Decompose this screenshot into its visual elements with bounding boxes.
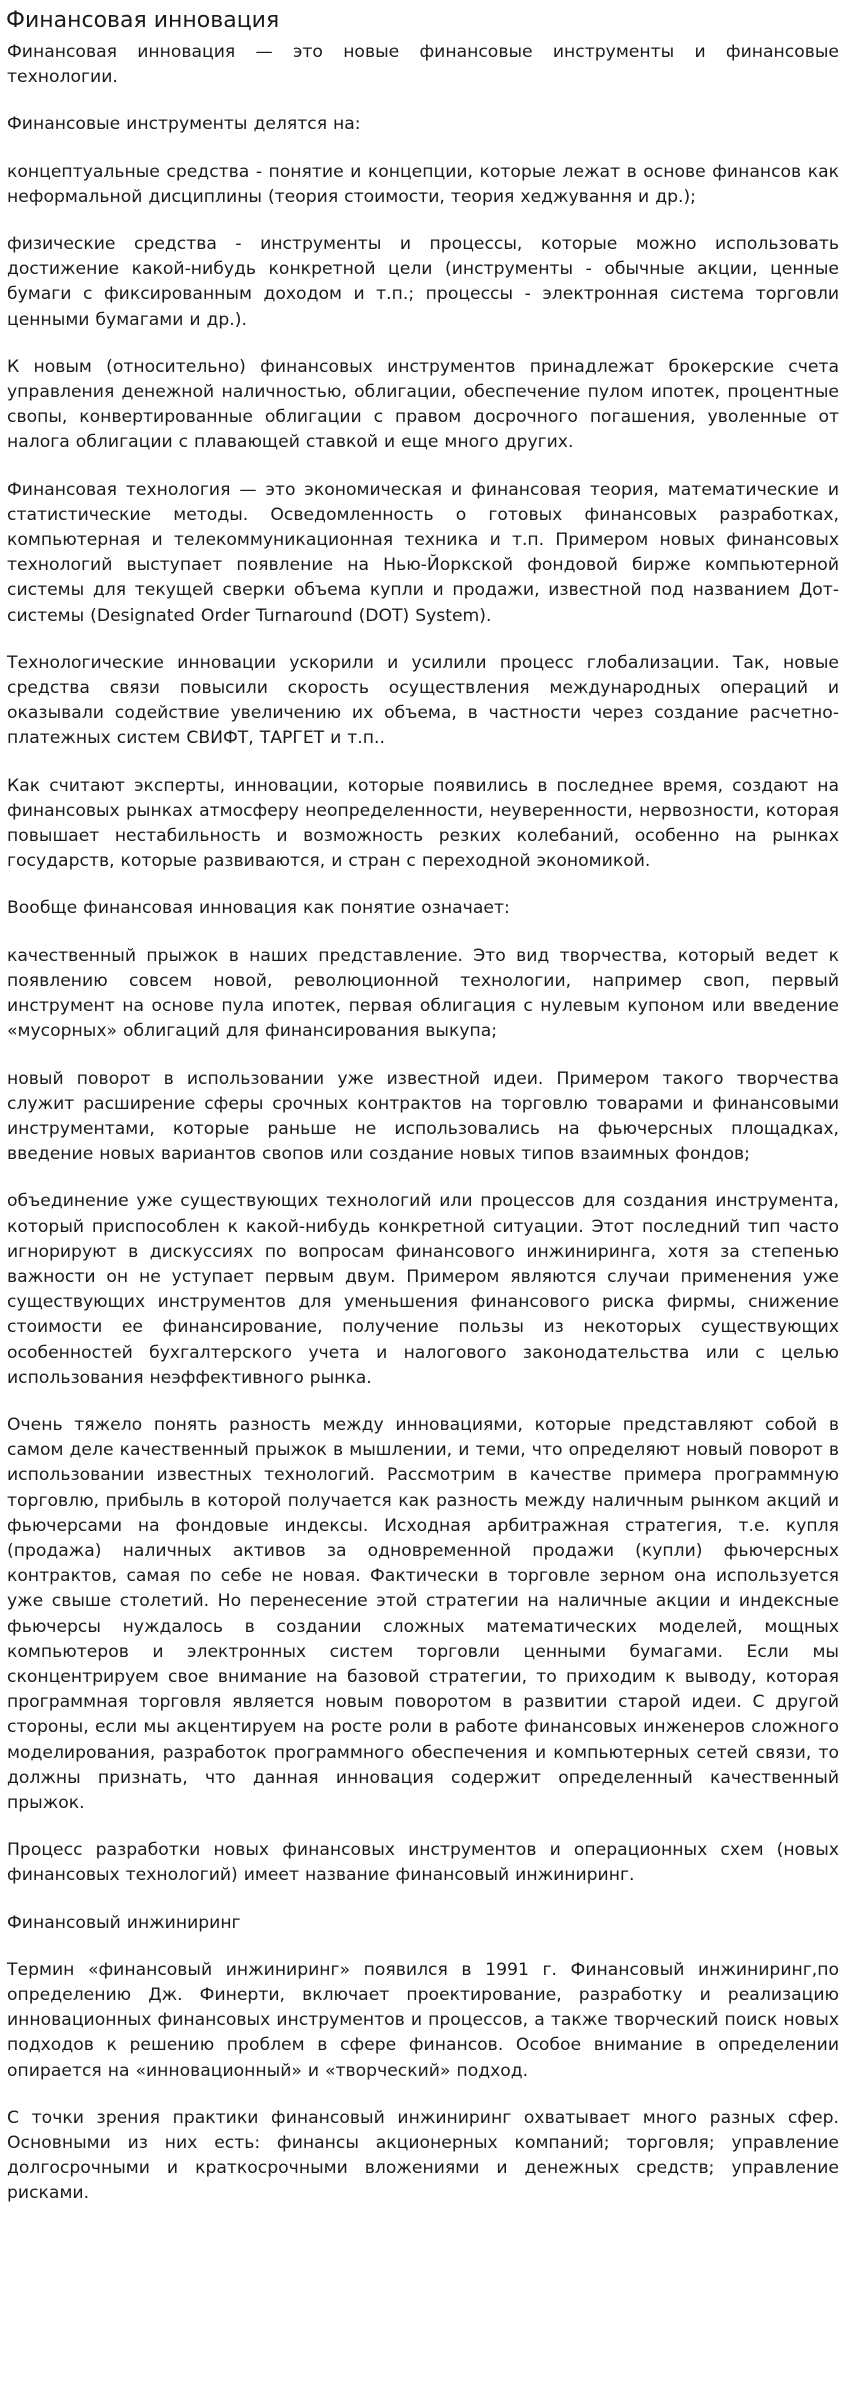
paragraph-globalization: Технологические инновации ускорили и усилили процесс глобализации. Так, новые средства связи повысили скорость осуществления международных операций и оказывали содействие увеличению их объема, в частности через создание расчетно-платежных систем СВИФТ, ТАРГЕТ и т.п..: [7, 652, 839, 749]
paragraph-definition: Финансовая инновация — это новые финансовые инструменты и финансовые технологии.: [7, 42, 839, 88]
paragraph-physical-tools: физические средства - инструменты и процессы, которые можно использовать достижение какой-нибудь конкретной цели (инструменты - обычные акции, ценные бумаги с фиксированным доходом и т.п.; процессы - электронная система торговли ценными бумагами и др.).: [7, 234, 839, 330]
paragraph-qualitative-leap: качественный прыжок в наших представление. Это вид творчества, который ведет к появлению совсем новой, революционной технологии, например своп, первый инструмент на основе пула ипотек, первая облигация с нулевым купоном или введение «мусорных» облигаций для финансирования выкупа;: [7, 945, 839, 1042]
section-heading-financial-engineering: Финансовый инжиниринг: [7, 1912, 241, 1933]
paragraph-new-instruments: К новым (относительно) финансовых инструментов принадлежат брокерские счета управления денежной наличностью, облигации, обеспечение пулом ипотек, процентные свопы, конвертированные облигации с правом досрочного погашения, уволенные от налога облигации с плавающей ставкой и еще много других.: [7, 356, 839, 453]
paragraph-expert-opinion: Как считают эксперты, инновации, которые появились в последнее время, создают на финансовых рынках атмосферу неопределенности, неуверенности, нервозности, которая повышает нестабильность и возможность резких колебаний, особенно на рынках государств, которые развиваются, и стран с переходной экономикой.: [7, 775, 839, 872]
paragraph-term-origin: Термин «финансовый инжиниринг» появился в 1991 г. Финансовый инжиниринг,по определению Дж. Финерти, включает проектирование, разработку и реализацию инновационных финансовых инструментов и процессов, а также творческий поиск новых подходов к решению проблем в сфере финансов. Особое внимание в определении опирается на «инновационный» и «творческий» подход.: [7, 1959, 839, 2081]
document-title: Финансовая инновация: [6, 8, 280, 33]
paragraph-program-trading: Очень тяжело понять разность между инновациями, которые представляют собой в самом деле качественный прыжок в мышлении, и теми, что определяют новый поворот в использовании известных технологий. Рассмотрим в качестве примера программную торговлю, прибыль в которой получается как разность между наличным рынком акций и фьючерсами на фондовые индексы. Исходная арбитражная стратегия, т.е. купля (продажа) наличных активов за одновременной продажи (купли) фьючерсных контрактов, самая по себе не новая. Фактически в торговле зерном она используется уже свыше столетий. Но перенесение этой стратегии на наличные акции и индексные фьючерсы нуждалось в создании сложных математических моделей, мощных компьютеров и электронных систем торговли ценными бумагами. Если мы сконцентрируем свое внимание на базовой стратегии, то приходим к выводу, которая программная торговля является новым поворотом в развитии старой идеи. С другой стороны, если мы акцентируем на росте роли в работе финансовых инженеров сложного моделирования, разработок программного обеспечения и компьютерных сетей связи, то должны признать, что данная инновация содержит определенный качественный прыжок.: [7, 1414, 839, 1813]
paragraph-new-turn: новый поворот в использовании уже известной идеи. Примером такого творчества служит расширение сферы срочных контрактов на торговлю товарами и финансовыми инструментами, которые раньше не использовались на фьючерсных площадках, введение новых вариантов свопов или создание новых типов взаимных фондов;: [7, 1068, 839, 1165]
paragraph-engineering-process: Процесс разработки новых финансовых инструментов и операционных схем (новых финансовых технологий) имеет название финансовый инжиниринг.: [7, 1840, 839, 1886]
paragraph-innovation-meaning-intro: Вообще финансовая инновация как понятие означает:: [7, 898, 510, 919]
paragraph-conceptual-tools: концептуальные средства - понятие и концепции, которые лежат в основе финансов как неформальной дисциплины (теория стоимости, теория хеджування и др.);: [7, 161, 839, 207]
paragraph-financial-technology: Финансовая технология — это экономическая и финансовая теория, математические и статистические методы. Осведомленность о готовых финансовых разработках, компьютерная и телекоммуникационная техника и т.п. Примером новых финансовых технологий выступает появление на Нью-Йоркской фондовой бирже компьютерной системы для текущей сверки объема купли и продажи, известной под названием Дот-системы (Designated Order Turnaround (DOT) System).: [7, 479, 839, 626]
paragraph-combination: объединение уже существующих технологий или процессов для создания инструмента, который приспособлен к какой-нибудь конкретной ситуации. Этот последний тип часто игнорируют в дискуссиях по вопросам финансового инжиниринга, хотя за степенью важности он не уступает первым двум. Примером являются случаи применения уже существующих инструментов для уменьшения финансового риска фирмы, снижение стоимости ее финансирование, получение пользы из некоторых существующих особенностей бухгалтерского учета и налогового законодательства или с целью использования неэффективного рынка.: [7, 1191, 839, 1388]
paragraph-practice-spheres: С точки зрения практики финансовый инжиниринг охватывает много разных сфер. Основными из них есть: финансы акционерных компаний; торговля; управление долгосрочными и краткосрочными вложениями и денежных средств; управление рисками.: [7, 2107, 839, 2204]
paragraph-instruments-intro: Финансовые инструменты делятся на:: [7, 114, 361, 135]
